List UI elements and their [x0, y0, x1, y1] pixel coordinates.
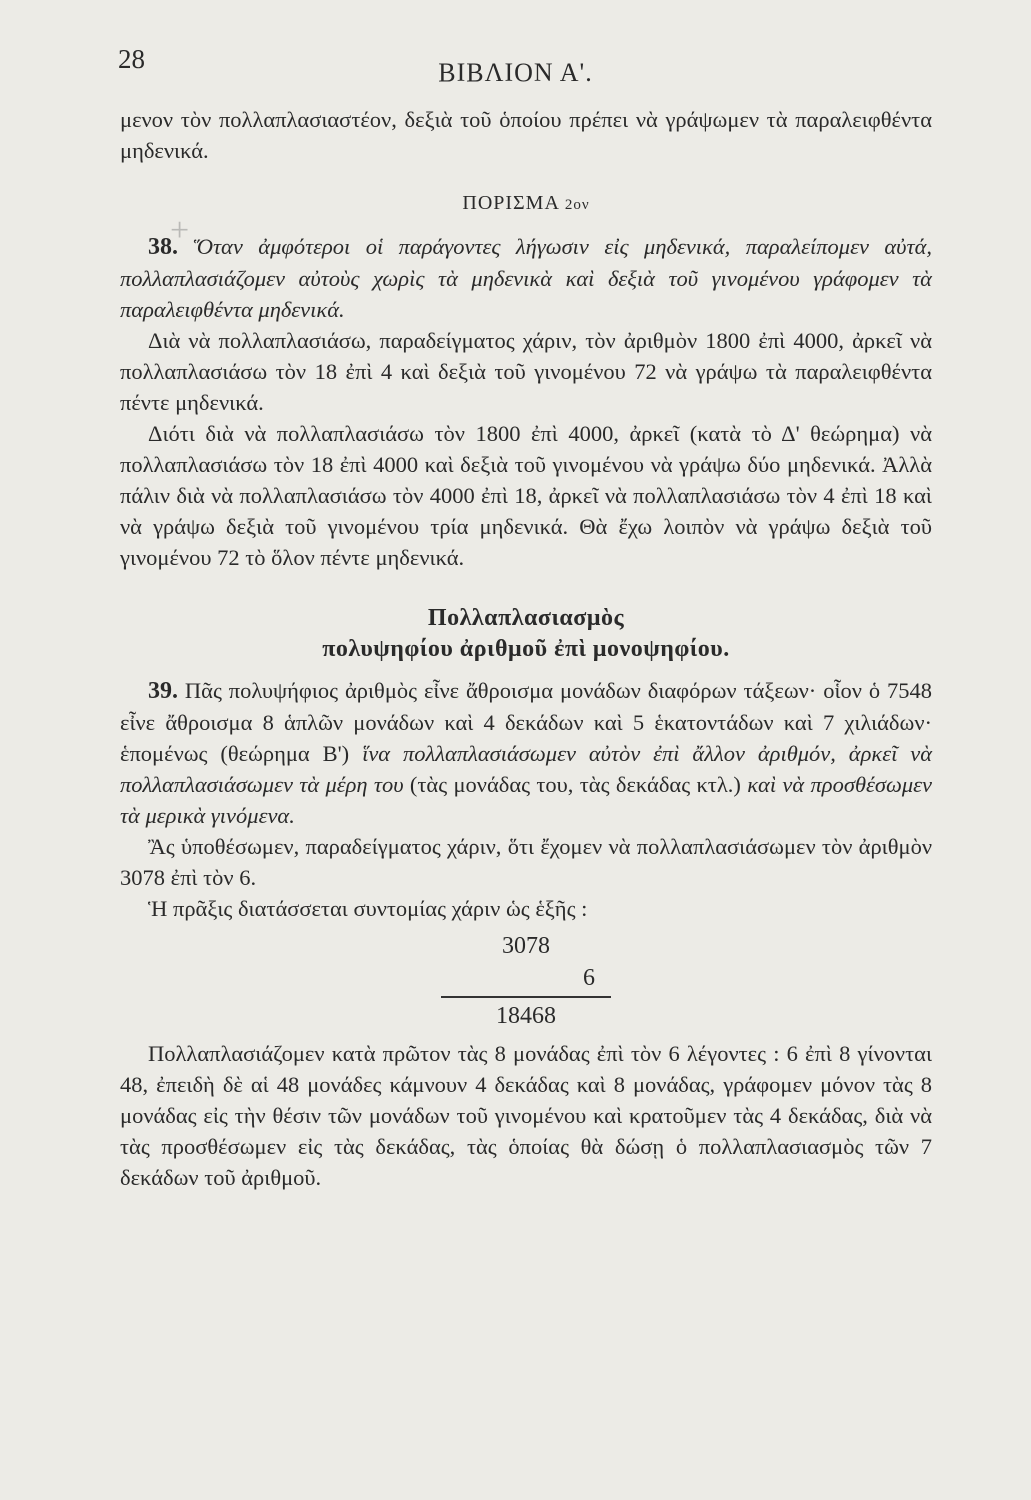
product: 18468: [496, 1003, 556, 1029]
page-number: 28: [118, 44, 145, 74]
p39-text-b: ἵνα πολλαπλασιάσωμεν αὐτὸν ἐπὶ ἄλλον ἀριθμόν, ἀρκεῖ νὰ πολλαπλασιάσωμεν τὰ μέρη του: [120, 741, 933, 797]
section-title: Πολλαπλασιασμὸς: [427, 605, 625, 631]
corollary-text: Ὅταν ἀμφότεροι οἱ παράγοντες λήγωσιν εἰς μηδενικά, παραλείπομεν αὐτά, πολλαπλασιάζομεν αὐτοὺς χωρὶς τὰ μηδενικὰ καὶ δεξιὰ τοῦ γινομένου γράφομεν τὰ παραλειφθέντα μηδενικά.: [120, 234, 932, 322]
paragraph-39: [120, 675, 932, 831]
paragraph-number-39: 39.: [148, 678, 178, 704]
example-38-1: Διὰ νὰ πολλαπλασιάσω, παραδείγματος χάριν, τὸν ἀριθμὸν 1800 ἐπὶ 4000, ἀρκεῖ νὰ πολλαπλασιάσω τὸν 18 ἐπὶ 4 καὶ δεξιὰ τοῦ γινομένου 72 νὰ γράψω τὰ παραλειφθέντα πέντε μηδενικά.: [120, 328, 932, 415]
example-39-2: Ἡ πρᾶξις διατάσσεται συντομίας χάριν ὡς ἑξῆς :: [148, 896, 588, 921]
example-38-2: Διότι διὰ νὰ πολλαπλασιάσω τὸν 1800 ἐπὶ 4000, ἀρκεῖ (κατὰ τὸ Δ' θεώρημα) νὰ πολλαπλασιάσω τὸν 18 ἐπὶ 4000 καὶ δεξιὰ τοῦ γινομένου νὰ γράψω δύο μηδενικά. Ἀλλὰ πάλιν διὰ νὰ πολλαπλασιάσω τὸν 4000 ἐπὶ 18, ἀρκεῖ νὰ πολλαπλασιάσω τὸν 4 ἐπὶ 18 καὶ νὰ γράψω δεξιὰ τοῦ γινομένου τρία μηδενικά. Θὰ ἔχω λοιπὸν νὰ γράψω δεξιὰ τοῦ γινομένου 72 τὸ ὅλον πέντε μηδενικά.: [120, 421, 932, 570]
running-title: ΒΙΒΛΙΟΝ Α'.: [438, 58, 593, 87]
p39-text-a: Πᾶς πολυψήφιος ἀριθμὸς εἶνε ἄθροισμα μονάδων διαφόρων τάξεων· οἷον ὁ 7548 εἶνε ἄθροισμα 8 ἁπλῶν μονάδων καὶ 4 δεκάδων καὶ 5 ἑκατοντάδων καὶ 7 χιλιάδων· ἑπομένως (θεώρημα Β'): [120, 678, 932, 766]
p39-text-c: (τὰς μονάδας του, τὰς δεκάδας κτλ.): [403, 772, 748, 797]
multiplier: 6: [583, 965, 595, 991]
intro-paragraph: μενον τὸν πολλαπλασιαστέον, δεξιὰ τοῦ ὁποίου πρέπει νὰ γράψωμεν τὰ παραλειφθέντα μηδενικά.: [120, 107, 932, 163]
paragraph-38: [120, 231, 932, 325]
multiplicand: 3078: [502, 933, 550, 959]
product-rule: [441, 996, 611, 998]
paragraph-number-38: 38.: [148, 234, 178, 260]
porisma-ordinal: 2ον: [564, 197, 590, 213]
plus-mark-icon: +: [170, 212, 190, 249]
porisma-heading: [120, 188, 932, 221]
p39-text-d: καὶ νὰ προσθέσωμεν τὰ μερικὰ γινόμενα.: [120, 772, 932, 828]
section-subtitle: πολυψηφίου ἀριθμοῦ ἐπὶ μονοψηφίου.: [322, 636, 730, 662]
closing-paragraph: Πολλαπλασιάζομεν κατὰ πρῶτον τὰς 8 μονάδας ἐπὶ τὸν 6 λέγοντες : 6 ἐπὶ 8 γίνονται 48, ἐπειδὴ δὲ αἱ 48 μονάδες κάμνουν 4 δεκάδας καὶ 8 μονάδας, γράφομεν μόνον τὰς 8 μονάδας εἰς τὴν θέσιν τῶν μονάδων τοῦ γινομένου καὶ κρατοῦμεν τὰς 4 δεκάδας, διὰ νὰ τὰς προσθέσωμεν εἰς τὰς δεκάδας, τὰς ὁποίας θὰ δώσῃ ὁ πολλαπλασιασμὸς τῶν 7 δεκάδων τοῦ ἀριθμοῦ.: [120, 1041, 932, 1190]
porisma-label: ΠΟΡΙΣΜΑ: [462, 192, 559, 214]
multiplication-layout: [441, 930, 611, 1032]
example-39-1: Ἂς ὑποθέσωμεν, παραδείγματος χάριν, ὅτι ἔχομεν νὰ πολλαπλασιάσωμεν τὸν ἀριθμὸν 3078 ἐπὶ τὸν 6.: [120, 834, 932, 890]
page-header: [0, 44, 1031, 87]
page-content: [120, 104, 932, 1193]
